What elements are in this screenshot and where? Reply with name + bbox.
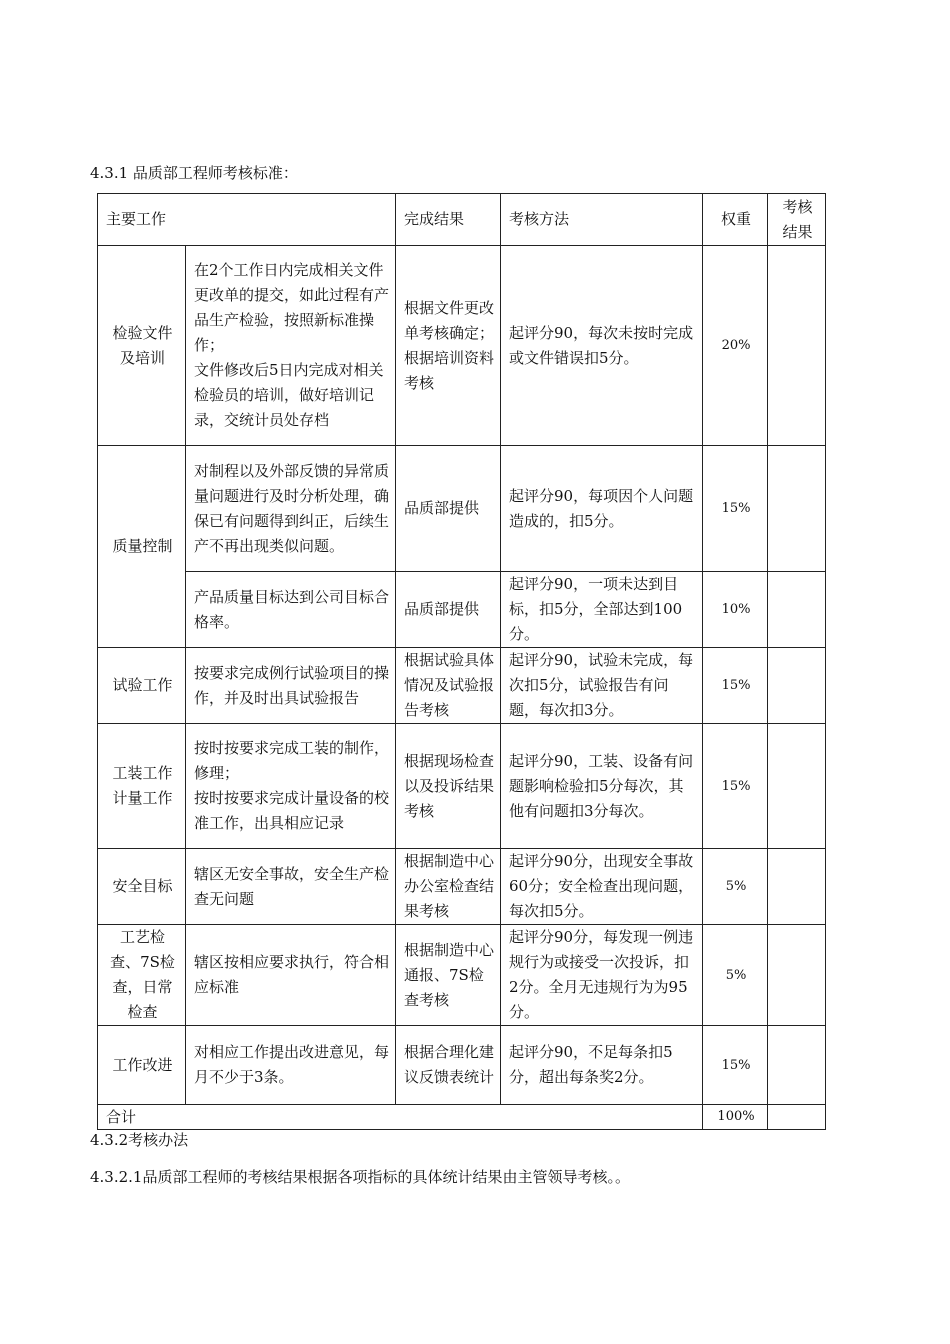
content-cell: 产品质量目标达到公司目标合格率。	[186, 572, 396, 648]
result-cell: 根据合理化建议反馈表统计	[396, 1026, 501, 1105]
result-cell: 根据制造中心通报、7S检查考核	[396, 925, 501, 1026]
weight-cell: 15%	[703, 1026, 768, 1105]
weight-cell: 10%	[703, 572, 768, 648]
result-cell: 品质部提供	[396, 446, 501, 572]
table-row	[98, 446, 826, 572]
category-cell: 工艺检查、7S检查，日常检查	[98, 925, 186, 1026]
section-heading: 4.3.1 品质部工程师考核标准：	[90, 164, 298, 182]
assess-result-cell	[768, 648, 826, 724]
result-cell: 根据制造中心办公室检查结果考核	[396, 849, 501, 925]
table-row	[98, 648, 826, 724]
assess-result-cell	[768, 572, 826, 648]
method-cell: 起评分90，试验未完成，每次扣5分，试验报告有问题，每次扣3分。	[501, 648, 703, 724]
category-cell: 工装工作 计量工作	[98, 724, 186, 849]
result-cell: 品质部提供	[396, 572, 501, 648]
result-cell: 根据现场检查以及投诉结果考核	[396, 724, 501, 849]
header-assess-result: 考核结果	[768, 194, 826, 246]
weight-cell: 15%	[703, 648, 768, 724]
assessment-table	[97, 193, 826, 1130]
content-cell: 辖区按相应要求执行，符合相应标准	[186, 925, 396, 1026]
content-cell: 按时按要求完成工装的制作，修理； 按时按要求完成计量设备的校准工作，出具相应记录	[186, 724, 396, 849]
total-assess-result-cell	[768, 1105, 826, 1130]
assess-result-cell	[768, 246, 826, 446]
table-row	[98, 849, 826, 925]
total-label-cell: 合计	[98, 1105, 703, 1130]
result-cell: 根据试验具体情况及试验报告考核	[396, 648, 501, 724]
content-cell: 辖区无安全事故，安全生产检查无问题	[186, 849, 396, 925]
header-weight: 权重	[703, 194, 768, 246]
assess-result-cell	[768, 1026, 826, 1105]
result-cell: 根据文件更改单考核确定； 根据培训资料考核	[396, 246, 501, 446]
table-header-row	[98, 194, 826, 246]
category-cell: 检验文件及培训	[98, 246, 186, 446]
category-cell: 试验工作	[98, 648, 186, 724]
assess-result-cell	[768, 724, 826, 849]
table-row	[98, 1026, 826, 1105]
header-method: 考核方法	[501, 194, 703, 246]
category-cell: 安全目标	[98, 849, 186, 925]
category-cell: 质量控制	[98, 446, 186, 648]
weight-cell: 5%	[703, 849, 768, 925]
weight-cell: 5%	[703, 925, 768, 1026]
method-cell: 起评分90，每项因个人问题造成的，扣5分。	[501, 446, 703, 572]
header-main-work: 主要工作	[98, 194, 396, 246]
table-row	[98, 572, 826, 648]
method-cell: 起评分90分，出现安全事故60分；安全检查出现问题，每次扣5分。	[501, 849, 703, 925]
assess-result-cell	[768, 925, 826, 1026]
table-row	[98, 925, 826, 1026]
subsection-text: 4.3.2.1品质部工程师的考核结果根据各项指标的具体统计结果由主管领导考核。。	[90, 1168, 630, 1186]
subsection-heading: 4.3.2考核办法	[90, 1131, 189, 1149]
weight-cell: 15%	[703, 724, 768, 849]
category-cell: 工作改进	[98, 1026, 186, 1105]
assess-result-cell	[768, 849, 826, 925]
method-cell: 起评分90，一项未达到目标，扣5分，全部达到100分。	[501, 572, 703, 648]
content-cell: 对制程以及外部反馈的异常质量问题进行及时分析处理，确保已有问题得到纠正，后续生产不再出现类似问题。	[186, 446, 396, 572]
method-cell: 起评分90，每次未按时完成或文件错误扣5分。	[501, 246, 703, 446]
table-row	[98, 724, 826, 849]
content-cell: 对相应工作提出改进意见，每月不少于3条。	[186, 1026, 396, 1105]
assess-result-cell	[768, 446, 826, 572]
weight-cell: 20%	[703, 246, 768, 446]
method-cell: 起评分90，工装、设备有问题影响检验扣5分每次，其他有问题扣3分每次。	[501, 724, 703, 849]
method-cell: 起评分90，不足每条扣5分，超出每条奖2分。	[501, 1026, 703, 1105]
weight-cell: 15%	[703, 446, 768, 572]
table-row	[98, 246, 826, 446]
table-total-row	[98, 1105, 826, 1130]
header-result: 完成结果	[396, 194, 501, 246]
content-cell: 按要求完成例行试验项目的操作，并及时出具试验报告	[186, 648, 396, 724]
method-cell: 起评分90分，每发现一例违规行为或接受一次投诉，扣2分。全月无违规行为为95分。	[501, 925, 703, 1026]
total-weight-cell: 100%	[703, 1105, 768, 1130]
content-cell: 在2个工作日内完成相关文件更改单的提交，如此过程有产品生产检验，按照新标准操作； 文件修改后5日内完成对相关检验员的培训，做好培训记录，交统计员处存档	[186, 246, 396, 446]
